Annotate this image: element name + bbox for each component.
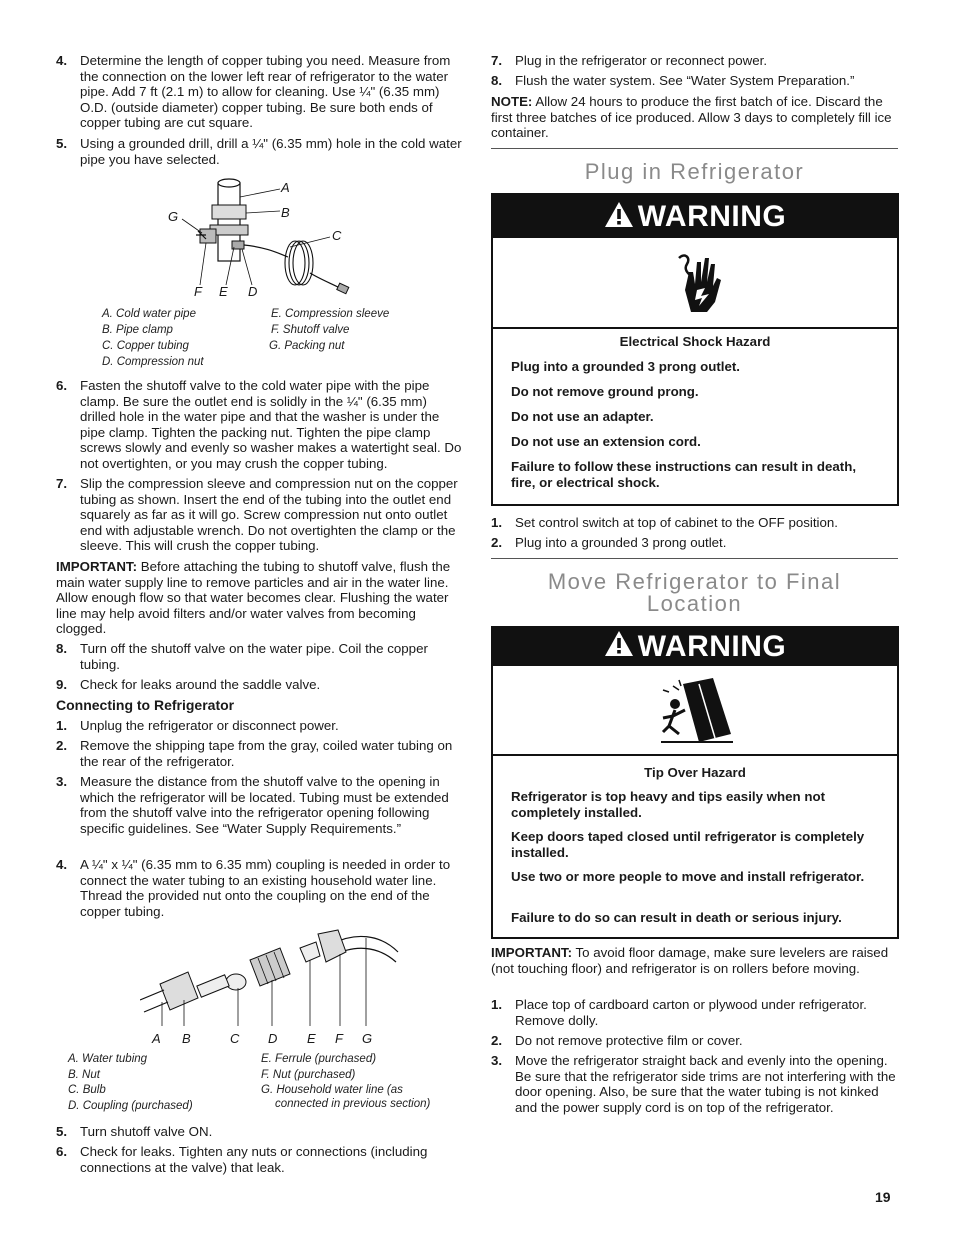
plug-step-2 bbox=[491, 535, 898, 551]
ice-note bbox=[491, 94, 898, 141]
step-number: 3. bbox=[491, 1053, 503, 1068]
fig2-caption-c: C. Bulb bbox=[68, 1084, 106, 1096]
step-6 bbox=[56, 378, 462, 472]
fig2-caption-d: D. Coupling (purchased) bbox=[68, 1100, 193, 1112]
step-number: 2. bbox=[491, 535, 503, 550]
subheading-connecting: Connecting to Refrigerator bbox=[56, 697, 235, 713]
step-text: Set control switch at top of cabinet to the OFF position. bbox=[515, 515, 838, 530]
connect-step-1 bbox=[56, 718, 462, 734]
step-text: Plug in the refrigerator or reconnect power. bbox=[515, 53, 768, 68]
move-step-2 bbox=[491, 1033, 898, 1049]
step-text: Plug into a grounded 3 prong outlet. bbox=[515, 535, 727, 550]
fig1-label-d: D bbox=[248, 284, 258, 299]
connect-step-3 bbox=[56, 774, 462, 852]
connect-step-5 bbox=[56, 1124, 462, 1140]
step-text: Place top of cardboard carton or plywood under refrigerator. Remove dolly. bbox=[515, 997, 867, 1028]
hazard-line-1: Refrigerator is top heavy and tips easily when not completely installed. bbox=[511, 789, 826, 821]
fig1-caption-b: B. Pipe clamp bbox=[102, 324, 173, 336]
step-number: 6. bbox=[56, 1144, 68, 1159]
step-number: 2. bbox=[491, 1033, 503, 1048]
step-text: Check for leaks around the saddle valve. bbox=[80, 677, 321, 692]
fig1-caption-a: A. Cold water pipe bbox=[102, 308, 196, 320]
note-label: NOTE: bbox=[491, 94, 533, 109]
fig2-caption-e: E. Ferrule (purchased) bbox=[261, 1053, 377, 1065]
hazard-line-4: Failure to do so can result in death or serious injury. bbox=[511, 910, 842, 925]
step-7 bbox=[56, 476, 462, 554]
fig2-caption-a: A. Water tubing bbox=[68, 1053, 148, 1065]
fig1-label-a: A bbox=[281, 180, 290, 195]
section-divider bbox=[491, 148, 898, 149]
fig1-caption-e: E. Compression sleeve bbox=[271, 308, 390, 320]
section-divider bbox=[491, 558, 898, 559]
step-5 bbox=[56, 136, 462, 168]
step-text: Do not remove protective film or cover. bbox=[515, 1033, 743, 1048]
important-note-right bbox=[491, 945, 898, 976]
warning-triangle-icon bbox=[604, 197, 634, 240]
coupling-diagram bbox=[140, 922, 400, 1030]
step-8-right bbox=[491, 73, 898, 89]
fig2-caption-g-cont: connected in previous section) bbox=[275, 1098, 431, 1110]
hazard-icon-area bbox=[493, 238, 897, 329]
warning-triangle-icon bbox=[604, 629, 634, 667]
fig2-label-b: B bbox=[182, 1031, 191, 1046]
important-text: Before attaching the tubing to shutoff valve, flush the main water supply line to remove particles and air in the water line. Allow enough flow so that water becomes clear. Flushing the water line may help avoid filters and/or water valves from becoming clogged. bbox=[56, 559, 451, 637]
step-text: Using a grounded drill, drill a ¼" (6.35 mm) hole in the cold water pipe you have selected. bbox=[80, 136, 462, 167]
connect-step-2 bbox=[56, 738, 462, 770]
step-number: 8. bbox=[491, 73, 503, 88]
move-step-1 bbox=[491, 997, 898, 1029]
hazard-line-2: Keep doors taped closed until refrigerator is completely installed. bbox=[511, 829, 865, 861]
hazard-title: Tip Over Hazard bbox=[644, 765, 746, 780]
connect-step-6 bbox=[56, 1144, 462, 1176]
warning-box-electrical bbox=[491, 193, 899, 506]
step-text: Move the refrigerator straight back and evenly into the opening. Be sure that the refrigerator side trims are not interfering with the door opening. Also, be sure that the water tubing is not kinked and the power supply cord is on top of the refrigerator. bbox=[515, 1053, 896, 1115]
step-number: 8. bbox=[56, 641, 68, 656]
section-title-move-line1: Move Refrigerator to Final bbox=[547, 569, 842, 594]
step-text: Fasten the shutoff valve to the cold water pipe with the pipe clamp. Be sure the outlet end is solidly in the ¼" (6.35 mm) drilled hole in the water pipe and that the washer is under the pipe clamp. Tighten the packing nut. Tighten the pipe clamp screws slowly and evenly so washer makes a watertight seal. Do not overtighten, or you may crush the copper tubing. bbox=[80, 378, 462, 471]
step-text: A ¼" x ¼" (6.35 mm to 6.35 mm) coupling is needed in order to connect the water tubing to an existing household water line. Thread the provided nut onto the coupling on the end of the copper tubing. bbox=[80, 857, 451, 919]
warning-header bbox=[493, 195, 897, 238]
fig2-label-g: G bbox=[362, 1031, 373, 1046]
hazard-line-4: Do not use an extension cord. bbox=[511, 434, 701, 449]
step-text: Turn shutoff valve ON. bbox=[80, 1124, 213, 1139]
step-text: Determine the length of copper tubing you need. Measure from the connection on the lower left rear of refrigerator to the water pipe. Add 7 ft (2.1 m) to allow for cleaning. Use ¼" (6.35 mm) O.D. (outside diameter) copper tubing. Be sure both ends of copper tubing are cut square. bbox=[80, 53, 451, 131]
tip-over-hazard-icon bbox=[659, 676, 735, 746]
fig2-caption-b: B. Nut bbox=[68, 1069, 100, 1081]
warning-header-text: WARNING bbox=[637, 630, 787, 663]
step-number: 5. bbox=[56, 136, 68, 151]
step-9 bbox=[56, 677, 462, 693]
step-number: 2. bbox=[56, 738, 68, 753]
important-label: IMPORTANT: bbox=[491, 945, 573, 960]
fig2-label-d: D bbox=[268, 1031, 278, 1046]
step-8 bbox=[56, 641, 462, 673]
hazard-line-3: Do not use an adapter. bbox=[511, 409, 654, 424]
section-title-plug-in: Plug in Refrigerator bbox=[584, 159, 805, 184]
connect-step-4 bbox=[56, 857, 462, 921]
hazard-icon-area bbox=[493, 666, 897, 756]
important-label: IMPORTANT: bbox=[56, 559, 138, 574]
fig2-label-e: E bbox=[307, 1031, 316, 1046]
step-number: 9. bbox=[56, 677, 68, 692]
fig2-label-f: F bbox=[335, 1031, 343, 1046]
step-number: 1. bbox=[56, 718, 68, 733]
step-7-right bbox=[491, 53, 898, 69]
electric-shock-hand-icon bbox=[671, 250, 723, 316]
step-text: Unplug the refrigerator or disconnect power. bbox=[80, 718, 339, 733]
section-title-move-line2: Location bbox=[646, 591, 743, 616]
warning-header-text: WARNING bbox=[637, 200, 787, 233]
move-step-3 bbox=[491, 1053, 898, 1131]
fig1-caption-g: G. Packing nut bbox=[269, 340, 345, 352]
step-text: Measure the distance from the shutoff valve to the opening in which the refrigerator will be located. Tubing must be extended from the shutoff valve into the refrigerator opening following specific guidelines. See “Water Supply Requirements.” bbox=[80, 774, 449, 836]
step-number: 5. bbox=[56, 1124, 68, 1139]
step-text: Check for leaks. Tighten any nuts or connections (including connections at the valve) that leak. bbox=[80, 1144, 428, 1175]
fig1-caption-d: D. Compression nut bbox=[102, 356, 204, 368]
fig1-label-g: G bbox=[168, 209, 179, 224]
important-note-left bbox=[56, 559, 462, 637]
hazard-line-1: Plug into a grounded 3 prong outlet. bbox=[511, 359, 740, 374]
hazard-line-3: Use two or more people to move and install refrigerator. bbox=[511, 869, 865, 884]
fig1-caption-f: F. Shutoff valve bbox=[271, 324, 350, 336]
important-text: To avoid floor damage, make sure levelers are raised (not touching floor) and refrigerator is on rollers before moving. bbox=[491, 945, 889, 976]
warning-box-tip-over bbox=[491, 626, 899, 939]
step-number: 7. bbox=[56, 476, 68, 491]
fig2-label-a: A bbox=[152, 1031, 161, 1046]
step-text: Slip the compression sleeve and compression nut on the copper tubing as shown. Insert the end of the tubing into the outlet end squarely as far as it will go. Screw compression nut onto outlet end with adjustable wrench. Do not overtighten the clamp or the sleeve. This will crush the copper tubing. bbox=[80, 476, 458, 554]
step-number: 1. bbox=[491, 515, 503, 530]
step-number: 4. bbox=[56, 53, 68, 68]
step-number: 6. bbox=[56, 378, 68, 393]
note-text: Allow 24 hours to produce the first batch of ice. Discard the first three batches of ice produced. Allow 3 days to completely fill ice container. bbox=[491, 94, 892, 141]
fig2-caption-g: G. Household water line (as bbox=[261, 1084, 403, 1096]
page-number: 19 bbox=[875, 1189, 891, 1205]
hazard-line-5: Failure to follow these instructions can result in death, fire, or electrical shock. bbox=[511, 459, 857, 491]
hazard-line-2: Do not remove ground prong. bbox=[511, 384, 699, 399]
fig2-label-c: C bbox=[230, 1031, 240, 1046]
fig1-label-f: F bbox=[194, 284, 202, 299]
hazard-title: Electrical Shock Hazard bbox=[619, 334, 771, 349]
fig1-caption-c: C. Copper tubing bbox=[102, 340, 189, 352]
step-4 bbox=[56, 53, 462, 131]
fig2-caption-f: F. Nut (purchased) bbox=[261, 1069, 356, 1081]
step-number: 3. bbox=[56, 774, 68, 789]
fig1-label-e: E bbox=[219, 284, 228, 299]
step-number: 7. bbox=[491, 53, 503, 68]
plug-step-1 bbox=[491, 515, 898, 531]
fig1-label-c: C bbox=[332, 228, 342, 243]
step-number: 1. bbox=[491, 997, 503, 1012]
warning-header bbox=[493, 628, 897, 666]
step-text: Turn off the shutoff valve on the water pipe. Coil the copper tubing. bbox=[80, 641, 428, 672]
step-number: 4. bbox=[56, 857, 68, 872]
fig1-label-b: B bbox=[281, 205, 290, 220]
step-text: Flush the water system. See “Water System Preparation.” bbox=[515, 73, 855, 88]
step-text: Remove the shipping tape from the gray, coiled water tubing on the rear of the refrigerator. bbox=[80, 738, 453, 769]
